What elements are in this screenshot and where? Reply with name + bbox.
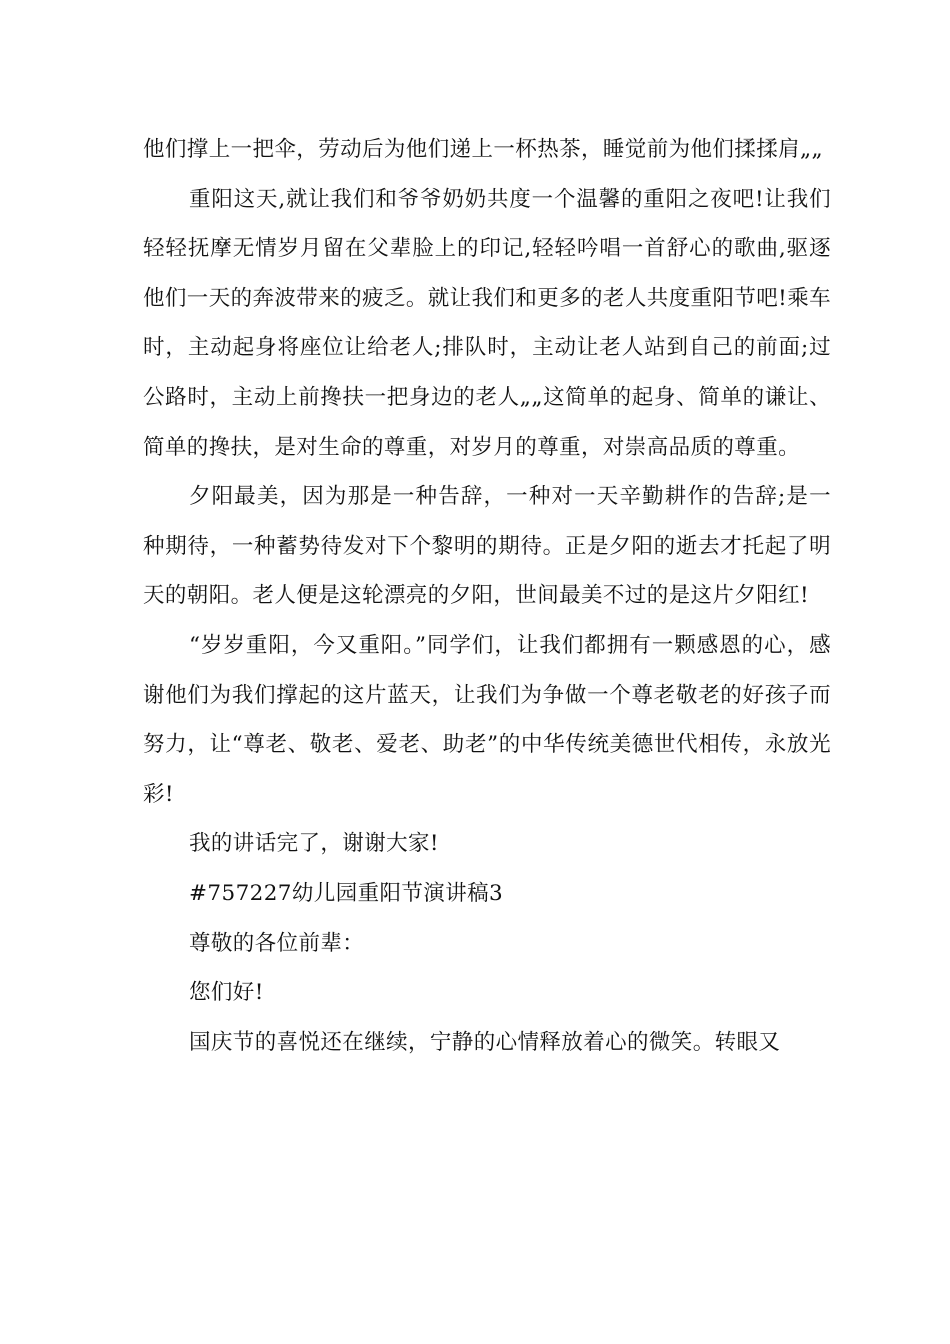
document-body <box>143 125 831 1067</box>
paragraph-closing: 我的讲话完了，谢谢大家! <box>189 831 439 857</box>
section-heading: #757227幼儿园重阳节演讲稿3 <box>189 880 504 906</box>
paragraph-sunset: 夕阳最美，因为那是一种告辞，一种对一天辛勤耕作的告辞;是一种期待，一种蓄势待发对下个黎明的期待。正是夕阳的逝去才托起了明天的朝阳。老人便是这轮漂亮的夕阳，世间最美不过的是这片夕阳红! <box>143 484 831 609</box>
paragraph-double-ninth-day: 重阳这天,就让我们和爷爷奶奶共度一个温馨的重阳之夜吧!让我们轻轻抚摩无情岁月留在父辈脸上的印记,轻轻吟唱一首舒心的歌曲,驱逐他们一天的奔波带来的疲乏。就让我们和更多的老人共度重阳节吧!乘车时，主动起身将座位让给老人;排队时，主动让老人站到自己的前面;过公路时，主动上前搀扶一把身边的老人„„这简单的起身、简单的谦让、简单的搀扶，是对生命的尊重，对岁月的尊重，对崇高品质的尊重。 <box>143 186 831 460</box>
greeting: 您们好! <box>189 980 264 1006</box>
paragraph-national-day: 国庆节的喜悦还在继续，宁静的心情释放着心的微笑。转眼又 <box>189 1029 781 1055</box>
paragraph-continuation: 他们撑上一把伞，劳动后为他们递上一杯热茶，睡觉前为他们揉揉肩„„ <box>143 137 824 162</box>
paragraph-gratitude: “岁岁重阳，今又重阳。”同学们，让我们都拥有一颗感恩的心，感谢他们为我们撑起的这片蓝天，让我们为争做一个尊老敬老的好孩子而努力，让“尊老、敬老、爱老、助老”的中华传统美德世代相传，永放光彩! <box>143 632 831 807</box>
salutation: 尊敬的各位前辈： <box>189 930 365 956</box>
